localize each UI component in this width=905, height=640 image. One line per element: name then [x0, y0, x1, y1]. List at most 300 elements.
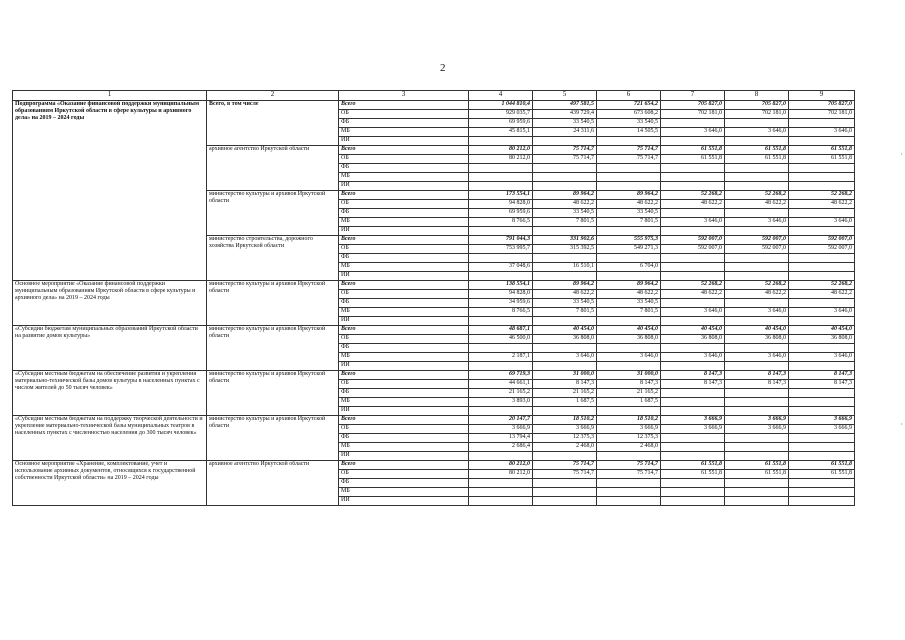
amount-cell: 3 646,0: [789, 308, 855, 317]
amount-cell: [469, 488, 533, 497]
amount-cell: [789, 182, 855, 191]
amount-cell: 791 044,3: [469, 236, 533, 245]
page-number: 2: [440, 62, 446, 74]
executor-cell: министерство строительства, дорожного хозяйства Иркутской области: [207, 236, 339, 281]
amount-cell: 3 666,9: [789, 425, 855, 434]
amount-cell: [597, 497, 661, 506]
amount-cell: [469, 137, 533, 146]
table-row: [13, 461, 855, 470]
amount-cell: 52 268,2: [725, 191, 789, 200]
amount-cell: [725, 407, 789, 416]
amount-cell: 33 540,5: [533, 299, 597, 308]
executor-cell: министерство культуры и архивов Иркутской области: [207, 416, 339, 461]
amount-cell: 929 035,7: [469, 110, 533, 119]
funding-source-cell: Всего: [339, 281, 469, 290]
amount-cell: 69 959,6: [469, 209, 533, 218]
amount-cell: [533, 497, 597, 506]
amount-cell: 721 654,2: [597, 101, 661, 110]
amount-cell: [661, 254, 725, 263]
table-row: [13, 416, 855, 425]
amount-cell: 592 007,0: [661, 236, 725, 245]
amount-cell: [661, 209, 725, 218]
amount-cell: 80 212,0: [469, 146, 533, 155]
amount-cell: 705 827,0: [789, 101, 855, 110]
amount-cell: 3 666,9: [533, 425, 597, 434]
amount-cell: 555 975,3: [597, 236, 661, 245]
amount-cell: 89 964,2: [533, 191, 597, 200]
amount-cell: 13 794,4: [469, 434, 533, 443]
amount-cell: 34 959,6: [469, 299, 533, 308]
program-name-cell: «Субсидии бюджетам муниципальных образований Иркутской области на развитие домов культуры»: [13, 326, 207, 371]
amount-cell: [725, 254, 789, 263]
amount-cell: 7 801,5: [533, 218, 597, 227]
amount-cell: 40 454,0: [789, 326, 855, 335]
amount-cell: [789, 254, 855, 263]
amount-cell: 3 893,0: [469, 398, 533, 407]
amount-cell: 3 666,9: [597, 425, 661, 434]
amount-cell: [597, 137, 661, 146]
amount-cell: 3 666,9: [469, 425, 533, 434]
column-number: 2: [207, 91, 339, 101]
amount-cell: 33 540,5: [597, 209, 661, 218]
column-number-row: [13, 91, 855, 101]
amount-cell: [469, 452, 533, 461]
funding-source-cell: МБ: [339, 173, 469, 182]
amount-cell: [533, 452, 597, 461]
amount-cell: [533, 407, 597, 416]
amount-cell: [533, 173, 597, 182]
amount-cell: 702 181,0: [725, 110, 789, 119]
amount-cell: [661, 137, 725, 146]
funding-source-cell: ИИ: [339, 497, 469, 506]
amount-cell: [661, 497, 725, 506]
amount-cell: 33 540,5: [533, 119, 597, 128]
amount-cell: 702 181,0: [789, 110, 855, 119]
amount-cell: 14 505,5: [597, 128, 661, 137]
amount-cell: 3 666,9: [789, 416, 855, 425]
amount-cell: 75 714,7: [597, 146, 661, 155]
column-number: 1: [13, 91, 207, 101]
amount-cell: 46 500,0: [469, 335, 533, 344]
amount-cell: [789, 299, 855, 308]
amount-cell: 8 147,3: [725, 380, 789, 389]
amount-cell: [725, 452, 789, 461]
amount-cell: [725, 263, 789, 272]
amount-cell: 24 311,6: [533, 128, 597, 137]
funding-source-cell: ФБ: [339, 479, 469, 488]
amount-cell: 8 147,3: [725, 371, 789, 380]
amount-cell: 48 622,2: [533, 200, 597, 209]
amount-cell: 69 719,3: [469, 371, 533, 380]
amount-cell: [661, 434, 725, 443]
amount-cell: [661, 362, 725, 371]
amount-cell: [725, 398, 789, 407]
amount-cell: [597, 407, 661, 416]
amount-cell: 44 661,1: [469, 380, 533, 389]
amount-cell: [789, 209, 855, 218]
amount-cell: [789, 362, 855, 371]
amount-cell: [533, 479, 597, 488]
amount-cell: 40 454,0: [533, 326, 597, 335]
amount-cell: [661, 479, 725, 488]
amount-cell: [789, 317, 855, 326]
amount-cell: [725, 488, 789, 497]
table-row: [13, 326, 855, 335]
amount-cell: 3 646,0: [725, 128, 789, 137]
amount-cell: 31 000,0: [533, 371, 597, 380]
amount-cell: 315 392,5: [533, 245, 597, 254]
amount-cell: 61 551,8: [661, 155, 725, 164]
amount-cell: 331 902,6: [533, 236, 597, 245]
funding-source-cell: ФБ: [339, 209, 469, 218]
amount-cell: 61 551,8: [725, 470, 789, 479]
amount-cell: 2 686,4: [469, 443, 533, 452]
amount-cell: [597, 452, 661, 461]
amount-cell: 48 622,2: [725, 200, 789, 209]
amount-cell: 75 714,7: [597, 470, 661, 479]
amount-cell: 48 622,2: [597, 290, 661, 299]
amount-cell: 61 551,8: [725, 461, 789, 470]
funding-source-cell: ФБ: [339, 299, 469, 308]
funding-source-cell: МБ: [339, 353, 469, 362]
table-row: [13, 371, 855, 380]
amount-cell: 48 622,2: [725, 290, 789, 299]
funding-source-cell: ИИ: [339, 227, 469, 236]
amount-cell: [661, 272, 725, 281]
funding-source-cell: ИИ: [339, 362, 469, 371]
amount-cell: 52 268,2: [661, 281, 725, 290]
funding-source-cell: ИИ: [339, 137, 469, 146]
funding-source-cell: ИИ: [339, 272, 469, 281]
amount-cell: 40 454,0: [725, 326, 789, 335]
amount-cell: [533, 272, 597, 281]
amount-cell: [469, 173, 533, 182]
amount-cell: 705 827,0: [661, 101, 725, 110]
amount-cell: [533, 362, 597, 371]
amount-cell: [597, 272, 661, 281]
amount-cell: [533, 254, 597, 263]
funding-source-cell: Всего: [339, 416, 469, 425]
funding-source-cell: МБ: [339, 218, 469, 227]
amount-cell: 7 801,5: [533, 308, 597, 317]
amount-cell: [661, 488, 725, 497]
funding-source-cell: ОБ: [339, 290, 469, 299]
amount-cell: [661, 407, 725, 416]
amount-cell: 497 581,5: [533, 101, 597, 110]
amount-cell: 3 646,0: [661, 308, 725, 317]
amount-cell: 61 551,8: [725, 146, 789, 155]
amount-cell: [597, 182, 661, 191]
amount-cell: [661, 119, 725, 128]
amount-cell: [661, 443, 725, 452]
margin-mark: ·: [900, 420, 903, 429]
amount-cell: [789, 272, 855, 281]
amount-cell: [469, 479, 533, 488]
amount-cell: 40 454,0: [661, 326, 725, 335]
amount-cell: 61 551,8: [789, 461, 855, 470]
funding-source-cell: Всего: [339, 191, 469, 200]
amount-cell: 48 622,2: [661, 200, 725, 209]
column-number: 7: [661, 91, 725, 101]
funding-source-cell: ИИ: [339, 452, 469, 461]
amount-cell: [789, 344, 855, 353]
amount-cell: 61 551,8: [789, 146, 855, 155]
amount-cell: 3 646,0: [789, 128, 855, 137]
funding-source-cell: ОБ: [339, 380, 469, 389]
program-name-cell: Основное мероприятие «Хранение, комплектование, учет и использование архивных документов, относящихся к государственной собственности Иркутской области» на 2019 – 2024 годы: [13, 461, 207, 506]
amount-cell: 753 995,7: [469, 245, 533, 254]
amount-cell: 75 714,7: [533, 470, 597, 479]
amount-cell: [725, 434, 789, 443]
amount-cell: [725, 299, 789, 308]
amount-cell: 8 147,3: [789, 371, 855, 380]
funding-source-cell: ОБ: [339, 425, 469, 434]
amount-cell: [789, 398, 855, 407]
amount-cell: [725, 173, 789, 182]
funding-source-cell: ИИ: [339, 317, 469, 326]
amount-cell: 48 622,2: [789, 290, 855, 299]
program-name-cell: Подпрограмма «Оказание финансовой поддержки муниципальным образованиям Иркутской области в сфере культуры и архивного дела» на 2019 – 2024 годы: [13, 101, 207, 281]
amount-cell: [533, 164, 597, 173]
amount-cell: 3 646,0: [597, 353, 661, 362]
amount-cell: 7 801,5: [597, 308, 661, 317]
amount-cell: 592 007,0: [661, 245, 725, 254]
amount-cell: 75 714,7: [597, 155, 661, 164]
column-number: 8: [725, 91, 789, 101]
amount-cell: 52 268,2: [661, 191, 725, 200]
amount-cell: 80 212,0: [469, 470, 533, 479]
amount-cell: 36 808,0: [597, 335, 661, 344]
amount-cell: 20 147,7: [469, 416, 533, 425]
amount-cell: 21 165,2: [597, 389, 661, 398]
amount-cell: 8 147,3: [661, 371, 725, 380]
amount-cell: 3 666,9: [661, 416, 725, 425]
amount-cell: [469, 362, 533, 371]
amount-cell: [789, 443, 855, 452]
amount-cell: [469, 164, 533, 173]
funding-source-cell: МБ: [339, 308, 469, 317]
funding-source-cell: МБ: [339, 443, 469, 452]
amount-cell: 69 959,6: [469, 119, 533, 128]
amount-cell: [597, 164, 661, 173]
amount-cell: 48 622,2: [597, 200, 661, 209]
amount-cell: [725, 389, 789, 398]
amount-cell: [789, 434, 855, 443]
amount-cell: [469, 272, 533, 281]
executor-cell: архивное агентство Иркутской области: [207, 146, 339, 191]
program-name-cell: «Субсидии местным бюджетам на обеспечение развития и укрепления материально-технической базы домов культуры в населенных пунктах с числом жителей до 50 тысяч человек»: [13, 371, 207, 416]
amount-cell: 33 540,5: [597, 299, 661, 308]
amount-cell: 36 808,0: [533, 335, 597, 344]
amount-cell: 52 268,2: [725, 281, 789, 290]
funding-source-cell: Всего: [339, 326, 469, 335]
amount-cell: 48 622,2: [661, 290, 725, 299]
amount-cell: [661, 182, 725, 191]
amount-cell: 592 007,0: [725, 236, 789, 245]
amount-cell: [789, 497, 855, 506]
amount-cell: 705 827,0: [725, 101, 789, 110]
amount-cell: 3 646,0: [789, 353, 855, 362]
funding-source-cell: ОБ: [339, 155, 469, 164]
amount-cell: [661, 227, 725, 236]
funding-source-cell: ИИ: [339, 407, 469, 416]
amount-cell: [533, 488, 597, 497]
amount-cell: 673 608,2: [597, 110, 661, 119]
funding-source-cell: Всего: [339, 371, 469, 380]
amount-cell: 89 964,2: [533, 281, 597, 290]
amount-cell: 3 646,0: [533, 353, 597, 362]
amount-cell: 8 147,3: [597, 380, 661, 389]
executor-cell: министерство культуры и архивов Иркутской области: [207, 281, 339, 326]
funding-source-cell: ОБ: [339, 110, 469, 119]
amount-cell: 61 551,8: [661, 470, 725, 479]
amount-cell: 61 551,8: [789, 155, 855, 164]
executor-cell: министерство культуры и архивов Иркутской области: [207, 191, 339, 236]
amount-cell: 45 815,1: [469, 128, 533, 137]
amount-cell: [533, 227, 597, 236]
amount-cell: 48 687,1: [469, 326, 533, 335]
amount-cell: 33 540,5: [597, 119, 661, 128]
funding-source-cell: Всего: [339, 146, 469, 155]
executor-cell: архивное агентство Иркутской области: [207, 461, 339, 506]
amount-cell: [725, 443, 789, 452]
amount-cell: [725, 272, 789, 281]
funding-source-cell: ФБ: [339, 164, 469, 173]
amount-cell: 61 551,8: [661, 461, 725, 470]
funding-source-cell: Всего: [339, 461, 469, 470]
funding-source-cell: Всего: [339, 101, 469, 110]
amount-cell: 40 454,0: [597, 326, 661, 335]
amount-cell: 3 646,0: [661, 218, 725, 227]
amount-cell: [789, 137, 855, 146]
amount-cell: 94 828,0: [469, 200, 533, 209]
amount-cell: 2 468,0: [597, 443, 661, 452]
amount-cell: [533, 137, 597, 146]
funding-source-cell: МБ: [339, 128, 469, 137]
amount-cell: [597, 344, 661, 353]
amount-cell: [597, 362, 661, 371]
amount-cell: [789, 263, 855, 272]
amount-cell: 89 964,2: [597, 191, 661, 200]
amount-cell: [597, 479, 661, 488]
amount-cell: 48 622,2: [789, 200, 855, 209]
amount-cell: 8 147,3: [661, 380, 725, 389]
amount-cell: [789, 119, 855, 128]
funding-source-cell: ОБ: [339, 335, 469, 344]
funding-source-cell: МБ: [339, 488, 469, 497]
amount-cell: [533, 182, 597, 191]
amount-cell: [789, 479, 855, 488]
amount-cell: [469, 344, 533, 353]
amount-cell: 18 510,2: [533, 416, 597, 425]
amount-cell: [661, 299, 725, 308]
amount-cell: 75 714,7: [597, 461, 661, 470]
amount-cell: 3 646,0: [661, 353, 725, 362]
amount-cell: [725, 344, 789, 353]
column-number: 9: [789, 91, 855, 101]
amount-cell: [533, 317, 597, 326]
funding-source-cell: ИИ: [339, 182, 469, 191]
program-name-cell: «Субсидии местным бюджетам на поддержку творческой деятельности и укрепление материально-технической базы муниципальных театров в населенных пунктах с численностью населения до 300 тысяч человек»: [13, 416, 207, 461]
amount-cell: [789, 452, 855, 461]
amount-cell: 36 808,0: [789, 335, 855, 344]
column-number: 3: [339, 91, 469, 101]
amount-cell: 18 510,2: [597, 416, 661, 425]
amount-cell: [789, 389, 855, 398]
funding-source-cell: ФБ: [339, 389, 469, 398]
amount-cell: [725, 362, 789, 371]
amount-cell: 3 666,9: [661, 425, 725, 434]
amount-cell: 3 646,0: [725, 353, 789, 362]
amount-cell: 8 147,3: [789, 380, 855, 389]
amount-cell: 549 271,3: [597, 245, 661, 254]
amount-cell: 12 375,3: [533, 434, 597, 443]
amount-cell: 31 000,0: [597, 371, 661, 380]
amount-cell: [661, 389, 725, 398]
amount-cell: [661, 173, 725, 182]
amount-cell: [597, 227, 661, 236]
amount-cell: 592 007,0: [789, 236, 855, 245]
amount-cell: [661, 344, 725, 353]
amount-cell: 3 646,0: [661, 128, 725, 137]
amount-cell: [725, 119, 789, 128]
amount-cell: 3 646,0: [725, 308, 789, 317]
amount-cell: [725, 164, 789, 173]
table-row: [13, 281, 855, 290]
amount-cell: 61 551,8: [789, 470, 855, 479]
amount-cell: [789, 173, 855, 182]
program-name-cell: Основное мероприятие «Оказание финансовой поддержки муниципальным образованиям Иркутской области в сфере культуры и архивного дела» на 2019 – 2024 годы: [13, 281, 207, 326]
amount-cell: [725, 227, 789, 236]
amount-cell: [597, 254, 661, 263]
amount-cell: [661, 164, 725, 173]
amount-cell: 33 540,5: [533, 209, 597, 218]
amount-cell: [789, 488, 855, 497]
column-number: 4: [469, 91, 533, 101]
amount-cell: 2 187,1: [469, 353, 533, 362]
amount-cell: 36 808,0: [661, 335, 725, 344]
amount-cell: [469, 407, 533, 416]
amount-cell: 8 147,3: [533, 380, 597, 389]
amount-cell: 3 646,0: [789, 218, 855, 227]
amount-cell: [597, 173, 661, 182]
amount-cell: 3 666,9: [725, 416, 789, 425]
margin-mark: ·: [900, 150, 903, 159]
amount-cell: 21 165,2: [469, 389, 533, 398]
amount-cell: [469, 254, 533, 263]
funding-source-cell: ФБ: [339, 119, 469, 128]
amount-cell: 6 704,0: [597, 263, 661, 272]
funding-source-cell: ФБ: [339, 344, 469, 353]
amount-cell: [725, 182, 789, 191]
amount-cell: [661, 263, 725, 272]
amount-cell: 36 808,0: [725, 335, 789, 344]
amount-cell: [469, 182, 533, 191]
amount-cell: 52 268,2: [789, 191, 855, 200]
amount-cell: [661, 398, 725, 407]
amount-cell: 8 766,5: [469, 218, 533, 227]
amount-cell: 1 687,5: [533, 398, 597, 407]
amount-cell: [597, 317, 661, 326]
amount-cell: 3 666,9: [725, 425, 789, 434]
amount-cell: 89 964,2: [597, 281, 661, 290]
amount-cell: 75 714,7: [533, 146, 597, 155]
funding-source-cell: ФБ: [339, 254, 469, 263]
amount-cell: 2 468,0: [533, 443, 597, 452]
amount-cell: 80 212,0: [469, 155, 533, 164]
funding-source-cell: Всего: [339, 236, 469, 245]
column-number: 5: [533, 91, 597, 101]
